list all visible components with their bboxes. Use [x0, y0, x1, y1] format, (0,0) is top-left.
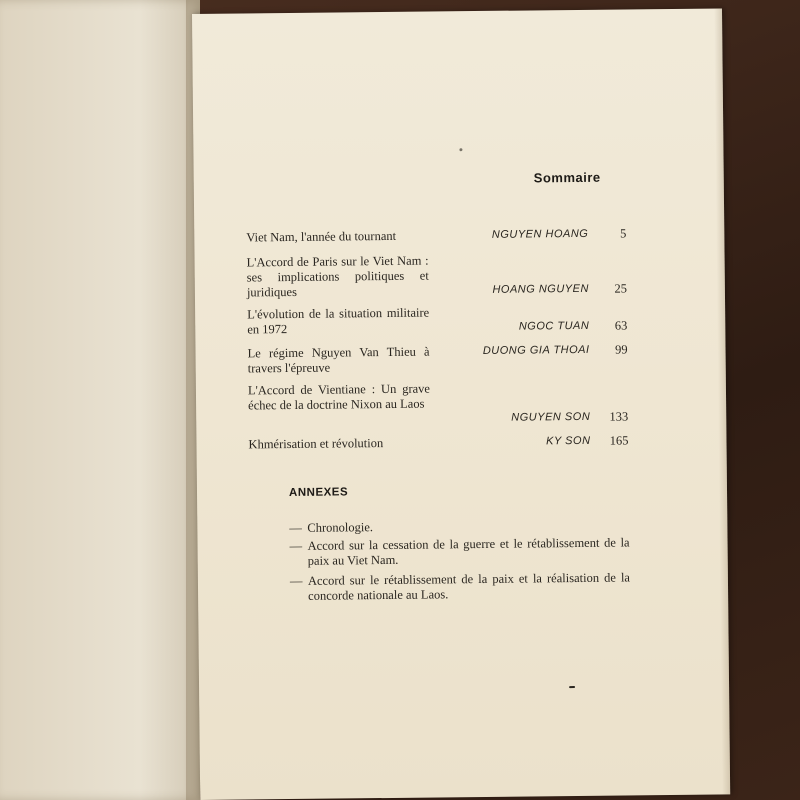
annex-item — [290, 535, 630, 569]
left-blank-page — [0, 0, 200, 800]
toc-entry-page: 25 — [614, 281, 627, 296]
toc-entry — [247, 342, 627, 377]
toc-entry-title: Khmérisation et révolution — [248, 436, 384, 452]
toc-entry-page: 165 — [609, 433, 629, 448]
annex-dash: — — [289, 573, 303, 589]
toc-entry-author: KY SON — [546, 434, 591, 448]
toc-entry-author: DUONG GIA THOAI — [482, 343, 590, 357]
annex-item — [290, 570, 630, 604]
toc-entry-author: NGUYEN SON — [511, 410, 591, 424]
table-of-contents-page — [192, 8, 730, 800]
toc-entry-title: L'évolution de la situation militaire en 1972 — [247, 305, 430, 337]
annex-text: Chronologie. — [307, 520, 374, 535]
toc-entry-page: 133 — [609, 409, 629, 424]
toc-entry — [248, 433, 628, 453]
toc-entry-title: Le régime Nguyen Van Thieu à travers l'épreuve — [247, 344, 430, 376]
annex-text: Accord sur le rétablissement de la paix et la réalisation de la concorde nationale au Laos. — [307, 570, 630, 603]
toc-entry-page: 99 — [614, 342, 628, 357]
annexes-heading: ANNEXES — [288, 486, 349, 500]
sommaire-heading: Sommaire — [533, 169, 601, 186]
toc-entry-author: NGOC TUAN — [518, 319, 590, 333]
ink-speck — [459, 148, 462, 151]
toc-entry — [246, 226, 626, 246]
annex-item — [289, 517, 629, 536]
toc-entry-title: L'Accord de Paris sur le Viet Nam : ses implications politiques et juridiques — [246, 253, 429, 300]
toc-entry — [247, 303, 627, 338]
annex-dash: — — [289, 520, 302, 536]
toc-entry — [247, 251, 627, 301]
toc-entry-title: L'Accord de Vientiane : Un grave échec de la doctrine Nixon au Laos — [247, 381, 431, 413]
toc-entry-page: 5 — [619, 226, 627, 241]
annex-text: Accord sur la cessation de la guerre et le rétablissement de la paix au Viet Nam. — [307, 535, 630, 568]
toc-entry-page: 63 — [614, 318, 628, 333]
annex-dash: — — [289, 538, 303, 554]
ink-mark — [569, 686, 575, 688]
toc-entry — [248, 379, 628, 429]
toc-entry-title: Viet Nam, l'année du tournant — [246, 228, 397, 245]
toc-entry-author: HOANG NGUYEN — [492, 282, 589, 296]
toc-entry-author: NGUYEN HOANG — [491, 227, 589, 241]
